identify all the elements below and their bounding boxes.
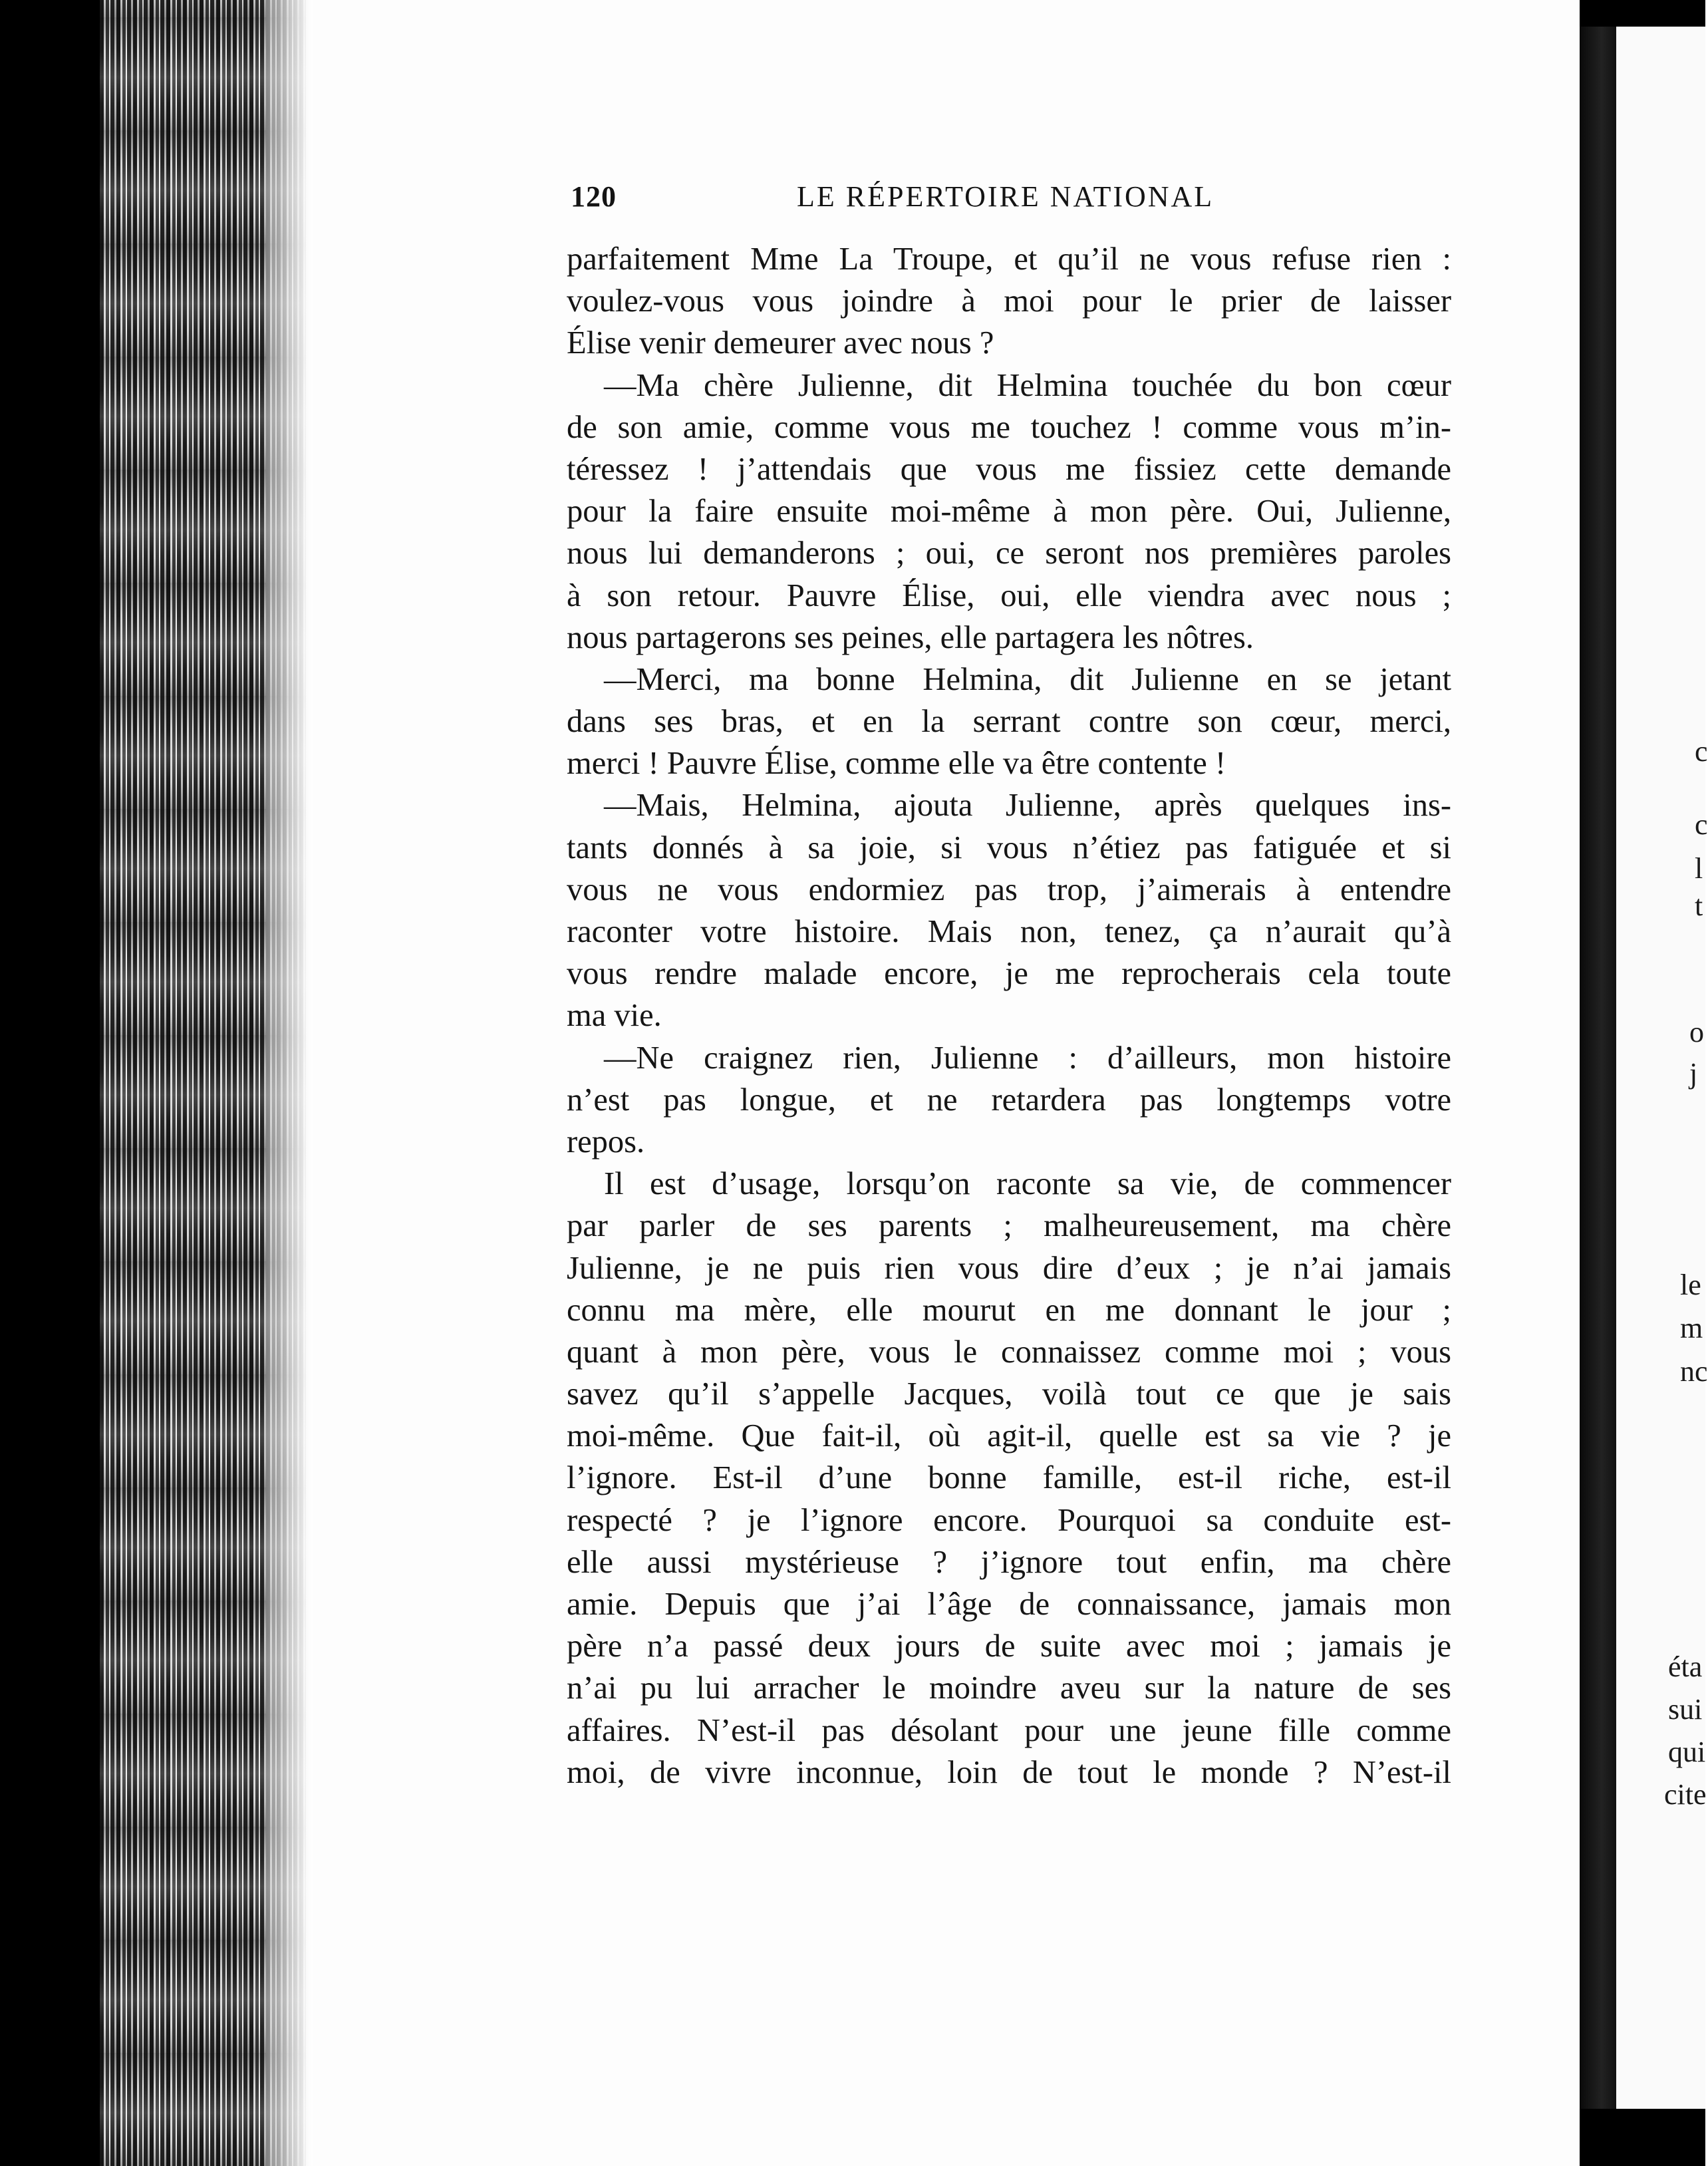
text-line: nous lui demanderons ; oui, ce seront nos premières paroles [567,536,1451,571]
adjacent-page-fragment: le [1680,1269,1701,1301]
text-line: vous ne vous endormiez pas trop, j’aimerais à entendre [567,871,1451,907]
text-line: vous rendre malade encore, je me reprocherais cela toute [567,956,1451,992]
text-line: connu ma mère, elle mourut en me donnant le jour ; [567,1292,1451,1328]
text-line: affaires. N’est-il pas désolant pour une jeune fille comme [567,1712,1451,1748]
text-line: de son amie, comme vous me touchez ! comme vous m’in- [567,409,1451,445]
running-head [571,180,1450,220]
adjacent-page-fragment: c [1695,735,1708,768]
text-line: elle aussi mystérieuse ? j’ignore tout enfin, ma chère [567,1544,1451,1580]
adjacent-page-fragment: éta [1668,1650,1703,1683]
text-line: —Merci, ma bonne Helmina, dit Julienne en se jetant [604,661,1451,697]
adjacent-page-fragment: j [1689,1057,1698,1090]
scanner-background-left [0,0,100,2166]
text-line: n’ai pu lui arracher le moindre aveu sur la nature de ses [567,1670,1451,1706]
text-line: Élise venir demeurer avec nous ? [567,325,994,361]
adjacent-page-fragment: m [1680,1312,1703,1344]
book-gutter [1580,27,1616,2109]
text-line: amie. Depuis que j’ai l’âge de connaissance, jamais mon [567,1587,1451,1622]
text-line: —Ma chère Julienne, dit Helmina touchée du bon cœur [604,367,1451,403]
page-number: 120 [571,180,617,213]
running-title: LE RÉPERTOIRE NATIONAL [797,180,1214,213]
adjacent-page-fragment: sui [1668,1693,1703,1726]
text-line: ma vie. [567,998,662,1034]
text-line: repos. [567,1124,645,1160]
text-line: quant à mon père, vous le connaissez comme moi ; vous [567,1334,1451,1370]
text-line: n’est pas longue, et ne retardera pas longtemps votre [567,1082,1451,1118]
text-line: moi-même. Que fait-il, où agit-il, quelle est sa vie ? je [567,1418,1451,1454]
text-line: savez qu’il s’appelle Jacques, voilà tout ce que je sais [567,1376,1451,1412]
text-line: —Ne craignez rien, Julienne : d’ailleurs, mon histoire [604,1040,1451,1076]
text-line: raconter votre histoire. Mais non, tenez, ça n’aurait qu’à [567,914,1451,949]
adjacent-page-fragment: l [1695,852,1703,885]
text-line: —Mais, Helmina, ajouta Julienne, après quelques ins- [604,788,1451,824]
text-line: tants donnés à sa joie, si vous n’étiez pas fatiguée et si [567,830,1451,865]
text-line: pour la faire ensuite moi-même à mon père. Oui, Julienne, [567,494,1451,530]
text-line: Julienne, je ne puis rien vous dire d’eux ; je n’ai jamais [567,1250,1451,1286]
adjacent-page-fragment: nc [1680,1355,1708,1388]
text-line: l’ignore. Est-il d’une bonne famille, est-il riche, est-il [567,1460,1451,1496]
text-line: moi, de vivre inconnue, loin de tout le monde ? N’est-il [567,1754,1451,1790]
text-line: dans ses bras, et en la serrant contre son cœur, merci, [567,704,1451,740]
text-line: nous partagerons ses peines, elle partagera les nôtres. [567,619,1254,655]
text-line: par parler de ses parents ; malheureusement, ma chère [567,1208,1451,1244]
adjacent-page-fragment: cite [1664,1778,1707,1811]
adjacent-page-fragment: t [1695,889,1703,922]
adjacent-page-fragment: c [1695,808,1708,841]
page-edge-shadow [266,0,313,2166]
adjacent-page-fragment: qui [1668,1736,1706,1768]
body-text [567,238,1451,1793]
text-line: père n’a passé deux jours de suite avec moi ; jamais je [567,1628,1451,1664]
text-line: téressez ! j’attendais que vous me fissiez cette demande [567,451,1451,487]
text-line: à son retour. Pauvre Élise, oui, elle viendra avec nous ; [567,577,1451,613]
text-line: parfaitement Mme La Troupe, et qu’il ne vous refuse rien : [567,241,1451,277]
text-line: merci ! Pauvre Élise, comme elle va être contente ! [567,746,1226,782]
text-line: voulez-vous vous joindre à moi pour le prier de laisser [567,283,1451,319]
text-line: respecté ? je l’ignore encore. Pourquoi sa conduite est- [567,1502,1451,1538]
adjacent-page-fragment: o [1689,1016,1704,1048]
text-line: Il est d’usage, lorsqu’on raconte sa vie, de commencer [604,1166,1451,1202]
